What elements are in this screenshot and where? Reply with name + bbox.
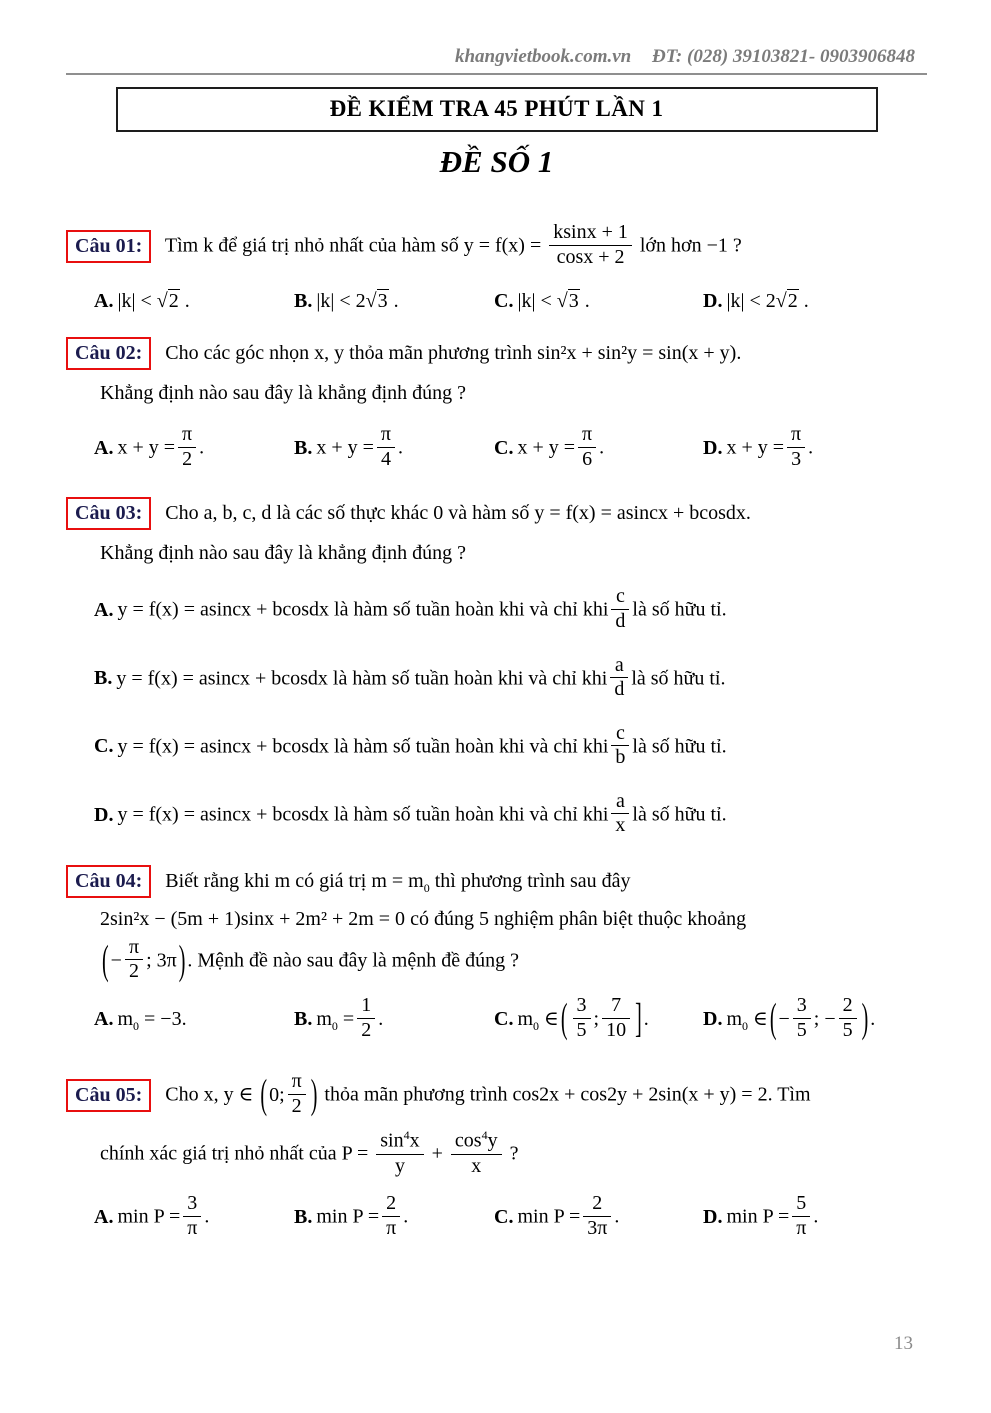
option-letter: B. [294, 1205, 313, 1228]
question-3-option-a [66, 585, 927, 634]
question-3-option-c [66, 721, 927, 771]
question-4-stem [66, 865, 927, 898]
question-4 [66, 865, 927, 1043]
option-formula: min P = [316, 1205, 380, 1228]
option-letter: D. [703, 1205, 723, 1228]
question-2-text2: thỏa mãn phương trình [349, 341, 533, 364]
m-subscript: 0 [742, 1018, 749, 1033]
question-3 [66, 497, 927, 840]
question-5-text2: thỏa mãn phương trình [324, 1083, 508, 1106]
option-period: . [584, 290, 590, 313]
fraction-numerator: 5 [792, 1193, 810, 1217]
fraction-denominator: π [796, 1216, 807, 1239]
fraction [602, 995, 630, 1041]
option-letter: D. [703, 1007, 723, 1030]
fraction-numerator: 3 [793, 995, 811, 1019]
option-period: . [204, 1205, 210, 1228]
question-3-stem [66, 497, 927, 530]
q5-interval [258, 1070, 319, 1118]
fraction-denominator: 5 [796, 1018, 807, 1041]
exam-title: ĐỀ KIỂM TRA 45 PHÚT LẦN 1 [329, 96, 664, 121]
page-header [66, 46, 927, 75]
sin-base: sin [380, 1130, 404, 1153]
question-2-option-b [294, 423, 494, 472]
option-formula: x + y = [726, 437, 785, 460]
fraction-denominator: 10 [606, 1018, 627, 1041]
question-4-option-b [294, 994, 494, 1043]
question-5-text: Cho [165, 1083, 199, 1106]
question-3-prompt: Khẳng định nào sau đây là khẳng định đúng ? [100, 541, 467, 564]
m-base: m [726, 1007, 743, 1030]
exam-subtitle: ĐỀ SỐ 1 [439, 144, 554, 179]
q3-variables: a, b, c, d [203, 501, 272, 524]
option-period: . [870, 1007, 876, 1030]
question-5-option-b [294, 1192, 494, 1241]
option-period: . [808, 437, 814, 460]
option-formula: |k| < 2√ [726, 290, 787, 313]
question-5-text4: chính xác giá trị nhỏ nhất của [100, 1142, 337, 1165]
fraction-denominator: d [614, 678, 625, 701]
option-period: . [643, 1007, 649, 1030]
question-5-label: Câu 05: [66, 1079, 151, 1112]
fraction-numerator: a [610, 655, 628, 679]
separator: ; [593, 1007, 600, 1030]
question-3-option-d [66, 789, 927, 839]
fraction-denominator: 3 [791, 447, 802, 470]
question-4-options [66, 994, 927, 1043]
question-5 [66, 1070, 927, 1241]
option-period: . [199, 437, 205, 460]
option-text: y = f(x) = asincx + bcosdx là hàm số tuần hoàn khi và chỉ khi [117, 803, 609, 826]
fraction-numerator: 7 [602, 995, 630, 1019]
cos-base: cos [454, 1130, 482, 1153]
fraction-denominator: b [615, 746, 626, 769]
fraction-numerator: π [288, 1071, 306, 1095]
fraction [611, 791, 629, 837]
variable-x: x [409, 1130, 420, 1153]
question-4-label: Câu 04: [66, 865, 151, 898]
option-formula: min P = [117, 1205, 181, 1228]
fraction-denominator: y [394, 1154, 405, 1177]
question-2 [66, 337, 927, 473]
sqrt-radicand: 3 [568, 290, 579, 313]
option-letter: A. [94, 1007, 114, 1030]
q2-equation: sin²x + sin²y = sin(x + y). [537, 341, 742, 364]
question-5-option-c [494, 1192, 703, 1241]
question-1-option-d [703, 288, 809, 314]
question-1-text2: lớn hơn [639, 234, 702, 257]
question-4-text2: thì phương trình sau đây [434, 870, 631, 893]
option-letter: A. [94, 290, 114, 313]
option-formula: min P = [517, 1205, 581, 1228]
option-text2: là số hữu tỉ. [631, 667, 726, 690]
fraction [376, 1129, 423, 1177]
question-4-option-d [703, 994, 876, 1043]
option-text: y = f(x) = asincx + bcosdx là hàm số tuần hoàn khi và chỉ khi [117, 599, 609, 622]
fraction-denominator: π [386, 1216, 397, 1239]
question-4-option-a [94, 1006, 294, 1035]
option-period: . [813, 1205, 819, 1228]
question-1-options [66, 288, 927, 314]
m-subscript: 0 [133, 1018, 140, 1033]
fraction-numerator: 2 [839, 995, 857, 1019]
q1-formula-lhs: y = f(x) = [463, 234, 542, 257]
question-3-text2: là các số thực khác 0 và hàm số [276, 501, 530, 524]
fraction-numerator: 1 [357, 995, 375, 1019]
question-mark: ? [509, 1142, 519, 1165]
option-letter: D. [94, 803, 114, 826]
fraction-numerator: π [787, 424, 805, 448]
question-3-label: Câu 03: [66, 497, 151, 530]
m-base: m [316, 1007, 332, 1030]
q2-variables: x, y [314, 341, 345, 364]
q3-function: y = f(x) = asincx + bcosdx. [534, 501, 751, 524]
option-period: . [614, 1205, 620, 1228]
question-2-stem [66, 337, 927, 370]
fraction-numerator: c [611, 723, 629, 747]
option-letter: C. [494, 290, 514, 313]
m-subscript: 0 [331, 1018, 338, 1033]
question-2-options [66, 423, 927, 472]
fraction-numerator: π [377, 424, 395, 448]
option-period: . [378, 1007, 384, 1030]
fraction-numerator: 2 [583, 1193, 611, 1217]
q5-equation: cos2x + cos2y + 2sin(x + y) = 2. [512, 1083, 773, 1106]
q4-m-subscript: 0 [423, 881, 430, 896]
m-base: m [117, 1007, 134, 1030]
m-subscript: 0 [533, 1018, 540, 1033]
separator: ; − [813, 1007, 836, 1030]
sqrt-radicand: 2 [168, 290, 179, 313]
option-period: . [184, 290, 190, 313]
fraction-denominator: 3π [587, 1216, 608, 1239]
fraction-denominator: 2 [182, 447, 193, 470]
option-formula [517, 994, 649, 1042]
option-letter: C. [494, 1205, 514, 1228]
q4-equation: 2sin²x − (5m + 1)sinx + 2m² + 2m = 0 [100, 908, 406, 931]
question-2-option-d [703, 423, 814, 472]
fraction [183, 1193, 201, 1239]
fraction-numerator: c [611, 586, 629, 610]
question-4-option-c [494, 994, 703, 1043]
question-2-option-c [494, 423, 703, 472]
variable-y: y [487, 1130, 498, 1153]
element-of-sign: ∈ [753, 1007, 768, 1030]
fraction-denominator: 5 [576, 1018, 587, 1041]
open-paren: ( [769, 996, 777, 1042]
option-period: . [599, 437, 605, 460]
option-formula [316, 994, 384, 1041]
option-formula: x + y = [117, 437, 176, 460]
fraction [573, 995, 591, 1041]
option-formula [117, 1007, 187, 1033]
option-letter: C. [94, 735, 114, 758]
fraction-denominator: 2 [361, 1018, 372, 1041]
question-5-stem [66, 1070, 927, 1119]
close-bracket: ] [635, 996, 642, 1042]
option-letter: B. [294, 290, 313, 313]
fraction-denominator: 6 [582, 447, 593, 470]
option-period: . [393, 290, 399, 313]
interval-start: 0; [269, 1083, 285, 1106]
equals-sign: = [342, 1007, 355, 1030]
fraction [178, 424, 196, 470]
fraction-denominator: 2 [129, 960, 139, 983]
q5-P-lhs: P = [341, 1142, 369, 1165]
question-5-option-a [94, 1192, 294, 1241]
question-3-option-b [66, 653, 927, 703]
fraction-denominator: π [187, 1216, 198, 1239]
question-5-prompt-line [66, 1128, 927, 1179]
question-2-label: Câu 02: [66, 337, 151, 370]
option-formula: x + y = [316, 437, 374, 460]
option-text2: là số hữu tỉ. [632, 803, 727, 826]
fraction-numerator: 3 [183, 1193, 201, 1217]
option-formula: min P = [726, 1205, 790, 1228]
option-letter: C. [494, 437, 514, 460]
fraction [357, 995, 375, 1041]
q1-fraction-denominator: cosx + 2 [556, 245, 625, 268]
open-paren: ( [560, 996, 568, 1042]
fraction [583, 1193, 611, 1239]
question-4-text: Biết rằng khi m có giá trị [165, 870, 367, 893]
fraction [793, 995, 811, 1041]
fraction [610, 655, 628, 701]
option-text2: là số hữu tỉ. [632, 735, 727, 758]
question-4-equation-line [66, 906, 927, 932]
question-1-option-c [494, 288, 703, 314]
q5-membership: x, y ∈ [203, 1083, 254, 1106]
option-value: = −3. [144, 1007, 187, 1030]
fraction-denominator: x [615, 814, 626, 837]
option-letter: A. [94, 1205, 114, 1228]
open-paren: ( [260, 1072, 268, 1118]
option-text: y = f(x) = asincx + bcosdx là hàm số tuần hoàn khi và chỉ khi [116, 667, 608, 690]
q4-m-value [371, 870, 430, 896]
fraction [451, 1129, 502, 1177]
fraction [839, 995, 857, 1041]
fraction [377, 424, 395, 470]
option-letter: B. [294, 437, 313, 460]
option-letter: B. [94, 667, 113, 690]
fraction-numerator: 3 [573, 995, 591, 1019]
fraction-numerator [376, 1129, 423, 1154]
fraction-numerator: π [178, 424, 196, 448]
minus-sign: − [778, 1007, 790, 1030]
power-4: 4 [403, 1128, 410, 1143]
question-5-options [66, 1192, 927, 1241]
fraction [125, 937, 143, 983]
sqrt-radicand: 2 [787, 290, 798, 313]
question-4-prompt: . Mệnh đề nào sau đây là mệnh đề đúng ? [187, 949, 519, 972]
fraction [611, 723, 629, 769]
option-period: . [403, 1205, 409, 1228]
option-letter: B. [294, 1007, 313, 1030]
option-text2: là số hữu tỉ. [632, 599, 727, 622]
question-1-text: Tìm k để giá trị nhỏ nhất của hàm số [164, 234, 459, 257]
question-1-option-a [94, 288, 294, 314]
question-1-label: Câu 01: [66, 230, 151, 263]
question-2-option-a [94, 423, 294, 472]
fraction-denominator: 2 [291, 1094, 302, 1117]
fraction-numerator: π [578, 424, 596, 448]
close-paren: ) [178, 938, 186, 984]
fraction-denominator: d [615, 609, 626, 632]
fraction-numerator [451, 1129, 502, 1154]
close-paren: ) [861, 996, 869, 1042]
question-5-text3: Tìm [777, 1083, 811, 1106]
option-letter: A. [94, 437, 114, 460]
question-2-prompt: Khẳng định nào sau đây là khẳng định đúng ? [100, 381, 467, 404]
option-period: . [803, 290, 809, 313]
header-website: khangvietbook.com.vn [454, 46, 632, 67]
fraction-numerator: 2 [382, 1193, 400, 1217]
question-1-option-b [294, 288, 494, 314]
q1-fraction-numerator: ksinx + 1 [549, 222, 632, 246]
element-of-sign: ∈ [544, 1007, 559, 1030]
close-paren: ) [310, 1072, 318, 1118]
question-5-option-d [703, 1192, 819, 1241]
fraction [611, 586, 629, 632]
option-formula: x + y = [517, 437, 576, 460]
question-4-text3: có đúng 5 nghiệm phân biệt thuộc khoảng [410, 908, 747, 931]
interval-rest: ; 3π [146, 949, 177, 972]
fraction [288, 1071, 306, 1117]
q1-fraction [549, 222, 632, 268]
option-letter: D. [703, 290, 723, 313]
m-base: m [517, 1007, 534, 1030]
question-4-interval-line [66, 935, 927, 985]
plus-sign: + [431, 1142, 443, 1165]
open-paren: ( [102, 938, 109, 984]
fraction-denominator: 4 [380, 447, 391, 470]
fraction [578, 424, 596, 470]
fraction-numerator: π [125, 937, 143, 961]
header-phone: ĐT: (028) 39103821- 0903906848 [652, 46, 915, 67]
power-4: 4 [481, 1128, 488, 1143]
option-letter: D. [703, 437, 723, 460]
option-formula: |k| < √ [117, 290, 168, 313]
option-formula: |k| < 2√ [316, 290, 377, 313]
minus-sign: − [110, 949, 122, 972]
option-period: . [398, 437, 404, 460]
question-2-text: Cho các góc nhọn [165, 341, 310, 364]
q4-m-base: m = m [371, 870, 424, 893]
sqrt-radicand: 3 [377, 290, 388, 313]
option-letter: C. [494, 1007, 514, 1030]
page-number: 13 [894, 1333, 913, 1354]
option-formula: |k| < √ [517, 290, 568, 313]
q1-bound-value: −1 ? [706, 234, 742, 257]
question-1 [66, 221, 927, 315]
exam-title-box [116, 87, 878, 132]
fraction [792, 1193, 810, 1239]
option-formula [726, 994, 876, 1042]
fraction-denominator: 5 [842, 1018, 853, 1041]
option-text: y = f(x) = asincx + bcosdx là hàm số tuần hoàn khi và chỉ khi [117, 735, 609, 758]
fraction-denominator: x [471, 1154, 482, 1177]
fraction-numerator: a [611, 791, 629, 815]
question-3-text: Cho [165, 501, 199, 524]
fraction [382, 1193, 400, 1239]
option-letter: A. [94, 599, 114, 622]
question-1-stem [66, 221, 927, 270]
fraction [787, 424, 805, 470]
